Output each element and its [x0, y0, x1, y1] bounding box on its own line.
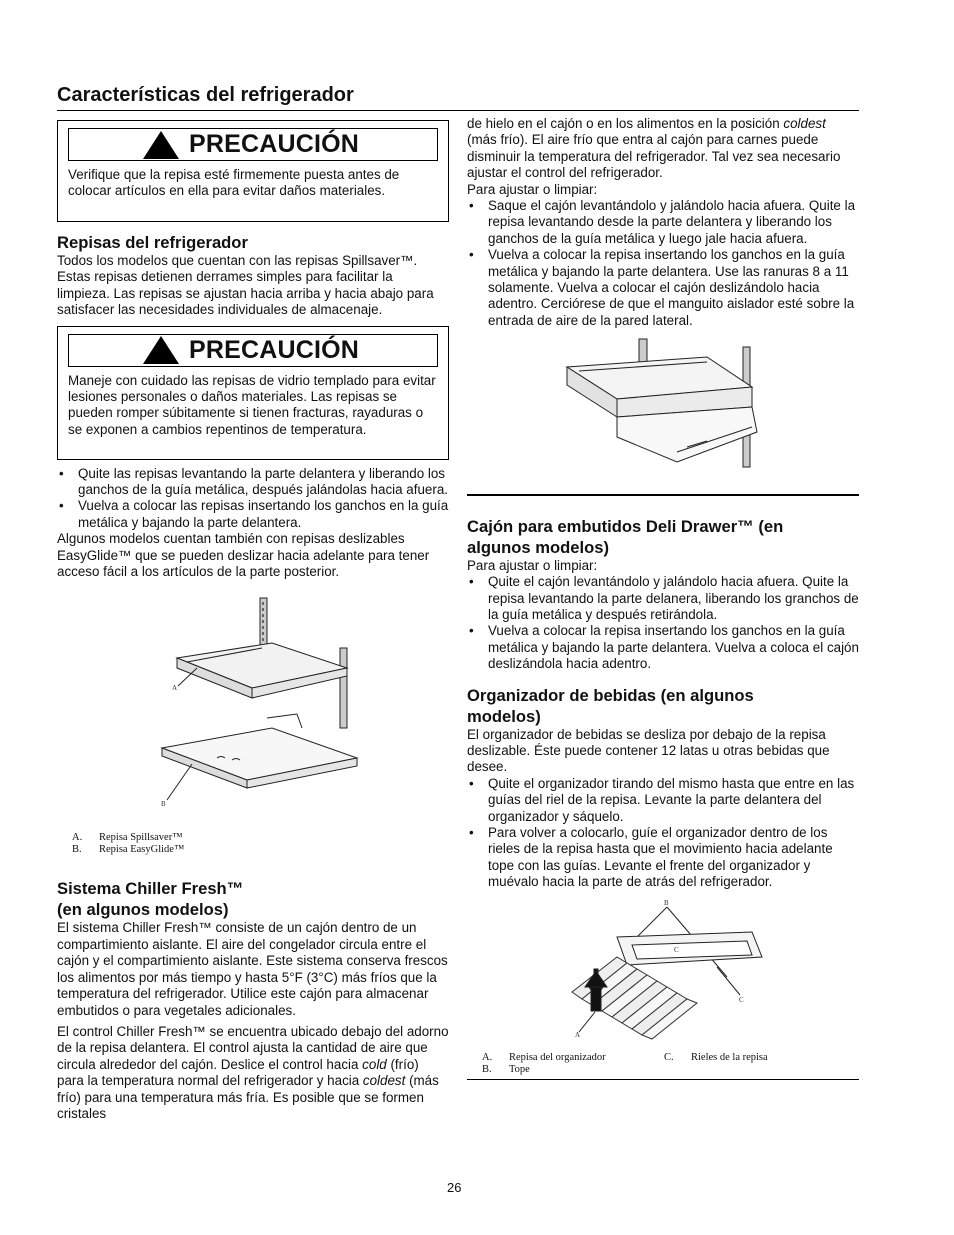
shelves-intro: Todos los modelos que cuentan con las repisas Spillsaver™. Estas repisas detienen derrames simples para facilitar la limpieza. Las repisas se ajustan hacia arriba y hacia abajo para satisfacer las necesidades individuales de almacenaje. — [57, 253, 434, 318]
chiller-heading-2: (en algunos modelos) — [57, 900, 229, 920]
list-item: • Quite el organizador tirando del mismo hasta que entre en las guías del riel de la repisa. Levante la parte delantera del organizador y sáquelo. — [467, 776, 859, 825]
list-item: • Vuelva a colocar la repisa insertando los ganchos en la guía metálica y bajando la parte delantera. Vuelva a coloca el cajón deslizándola hacia adentro. — [467, 623, 859, 672]
shelves-heading: Repisas del refrigerador — [57, 233, 248, 252]
fig1-label-b: B — [161, 800, 166, 809]
right-column — [467, 116, 859, 1080]
adjust-label-1: Para ajustar o limpiar: — [467, 181, 598, 197]
beverage-heading-1: Organizador de bebidas (en algunos — [467, 685, 754, 705]
fig2-label-b: B — [664, 898, 669, 907]
fig2-captions — [482, 1052, 852, 1076]
list-item: • Quite las repisas levantando la parte delantera y liberando los ganchos de la guía metálica, después jalándolas hacia afuera. — [57, 466, 449, 499]
left-column — [57, 120, 449, 1122]
list-item: • Quite el cajón levantándolo y jalándolo hacia afuera. Quite la repisa levantando la parte delanera, liberando los granchos de la guía metálica y después retirándola. — [467, 574, 859, 623]
deli-bullets — [467, 574, 859, 672]
beverage-organizer-illustration — [467, 897, 859, 1052]
caution-text-1: Verifique que la repisa esté firmemente puesta antes de colocar artículos en ella para evitar daños materiales. — [68, 167, 400, 199]
fig2-label-a: A — [575, 1030, 581, 1039]
caution-box-1 — [57, 120, 449, 222]
easyglide-text: Algunos modelos cuentan también con repisas deslizables EasyGlide™ que se pueden deslizar hacia adelante para tener acceso fácil a los artículos de la parte posterior. — [57, 531, 430, 580]
section-divider — [467, 494, 859, 496]
caution-text-2: Maneje con cuidado las repisas de vidrio templado para evitar lesiones personales o daños materiales. Las repisas se pueden romper súbitamente si tienen fracturas, rayaduras o se exponen a cambios repentinos de temperatura. — [68, 372, 436, 437]
caption-row: A. Repisa Spillsaver™ — [72, 832, 183, 844]
chiller-heading-1: Sistema Chiller Fresh™ — [57, 879, 244, 899]
page-number: 26 — [447, 1180, 462, 1195]
caution-header-1 — [68, 128, 438, 161]
chiller-figure — [467, 337, 859, 487]
warning-triangle-icon — [143, 131, 179, 159]
caution-header-2 — [68, 334, 438, 367]
shelf-illustration — [57, 588, 449, 828]
list-item: • Vuelva a colocar la repisa insertando los ganchos en la guía metálica y bajando la parte delantera. Use las ranuras 8 a 11 solamente. Vuelva a colocar el cajón deslizándolo hacia adentro. Cerciórese de que el manguito aislador esté sobre la entrada de aire de la pared lateral. — [467, 247, 859, 329]
beverage-intro: El organizador de bebidas se desliza por debajo de la repisa deslizable. Éste puede contener 12 latas u otras bebidas que desee. — [467, 726, 830, 775]
fig2-label-c1: C — [674, 945, 679, 954]
beverage-figure — [467, 897, 859, 1079]
deli-heading-1: Cajón para embutidos Deli Drawer™ (en — [467, 516, 784, 536]
list-item: • Vuelva a colocar las repisas insertando los ganchos en la guía metálica y bajando la parte delantera. — [57, 498, 449, 531]
warning-triangle-icon — [143, 336, 179, 364]
fig1-captions — [72, 832, 184, 856]
caution-box-2 — [57, 326, 449, 460]
shelf-figure — [57, 588, 449, 858]
caution-word-1: PRECAUCIÓN — [189, 130, 360, 159]
beverage-bullets — [467, 776, 859, 891]
chiller-para-1: El sistema Chiller Fresh™ consiste de un cajón dentro de un compartimiento aislante. El aire del congelador circula entre el cajón y el compartimiento aislante. Este sistema conserva frescos los alimentos por más tiempo y hasta 5°F (3°C) más fríos que la temperatura del refrigerador. Utilice este cajón para almacenar embutidos o para vegetales adicionales. — [57, 920, 448, 1018]
chiller-bullets — [467, 198, 859, 329]
adjust-label-2: Para ajustar o limpiar: — [467, 557, 598, 573]
fig2-label-c2: C — [739, 995, 744, 1004]
deli-heading-2: algunos modelos) — [467, 537, 609, 557]
chiller-drawer-illustration — [467, 337, 859, 487]
caption-row: B. Tope — [482, 1063, 530, 1075]
chiller-para-2: El control Chiller Fresh™ se encuentra ubicado debajo del adorno de la repisa delantera. El control ajusta la cantidad de aire que circula alrededor del cajón. Deslice el control hacia cold (frío) para la temperatura normal del refrigerador y hacia coldest (más frío) para una temperatura más fría. Es posible que se formen cristales — [57, 1023, 449, 1121]
fig1-label-a: A — [172, 684, 178, 693]
caution-word-2: PRECAUCIÓN — [189, 335, 360, 364]
caption-row: B. Repisa EasyGlide™ — [72, 844, 185, 856]
chiller-continued: de hielo en el cajón o en los alimentos en la posición coldest (más frío). El aire frío que entra al cajón para carnes puede disminuir la temperatura del refrigerador. Tal vez sea necesario ajustar el control del refrigerador. — [467, 116, 841, 181]
caption-row: A. Repisa del organizador C. Rieles de la repisa — [482, 1051, 768, 1063]
bottom-divider — [467, 1079, 859, 1081]
list-item: • Para volver a colocarlo, guíe el organizador dentro de los rieles de la repisa hasta que el movimiento hacia adelante tope con las guías. Levante el frente del organizador y muévalo hacia la parte de atrás del refrigerador. — [467, 825, 859, 891]
title-rule — [57, 110, 859, 111]
beverage-heading-2: modelos) — [467, 706, 541, 726]
shelves-bullets — [57, 466, 449, 532]
list-item: • Saque el cajón levantándolo y jalándolo hacia afuera. Quite la repisa levantando desde la parte delantera y liberando los ganchos de la guía metálica y luego jale hacia afuera. — [467, 198, 859, 247]
page-title: Características del refrigerador — [57, 84, 354, 106]
